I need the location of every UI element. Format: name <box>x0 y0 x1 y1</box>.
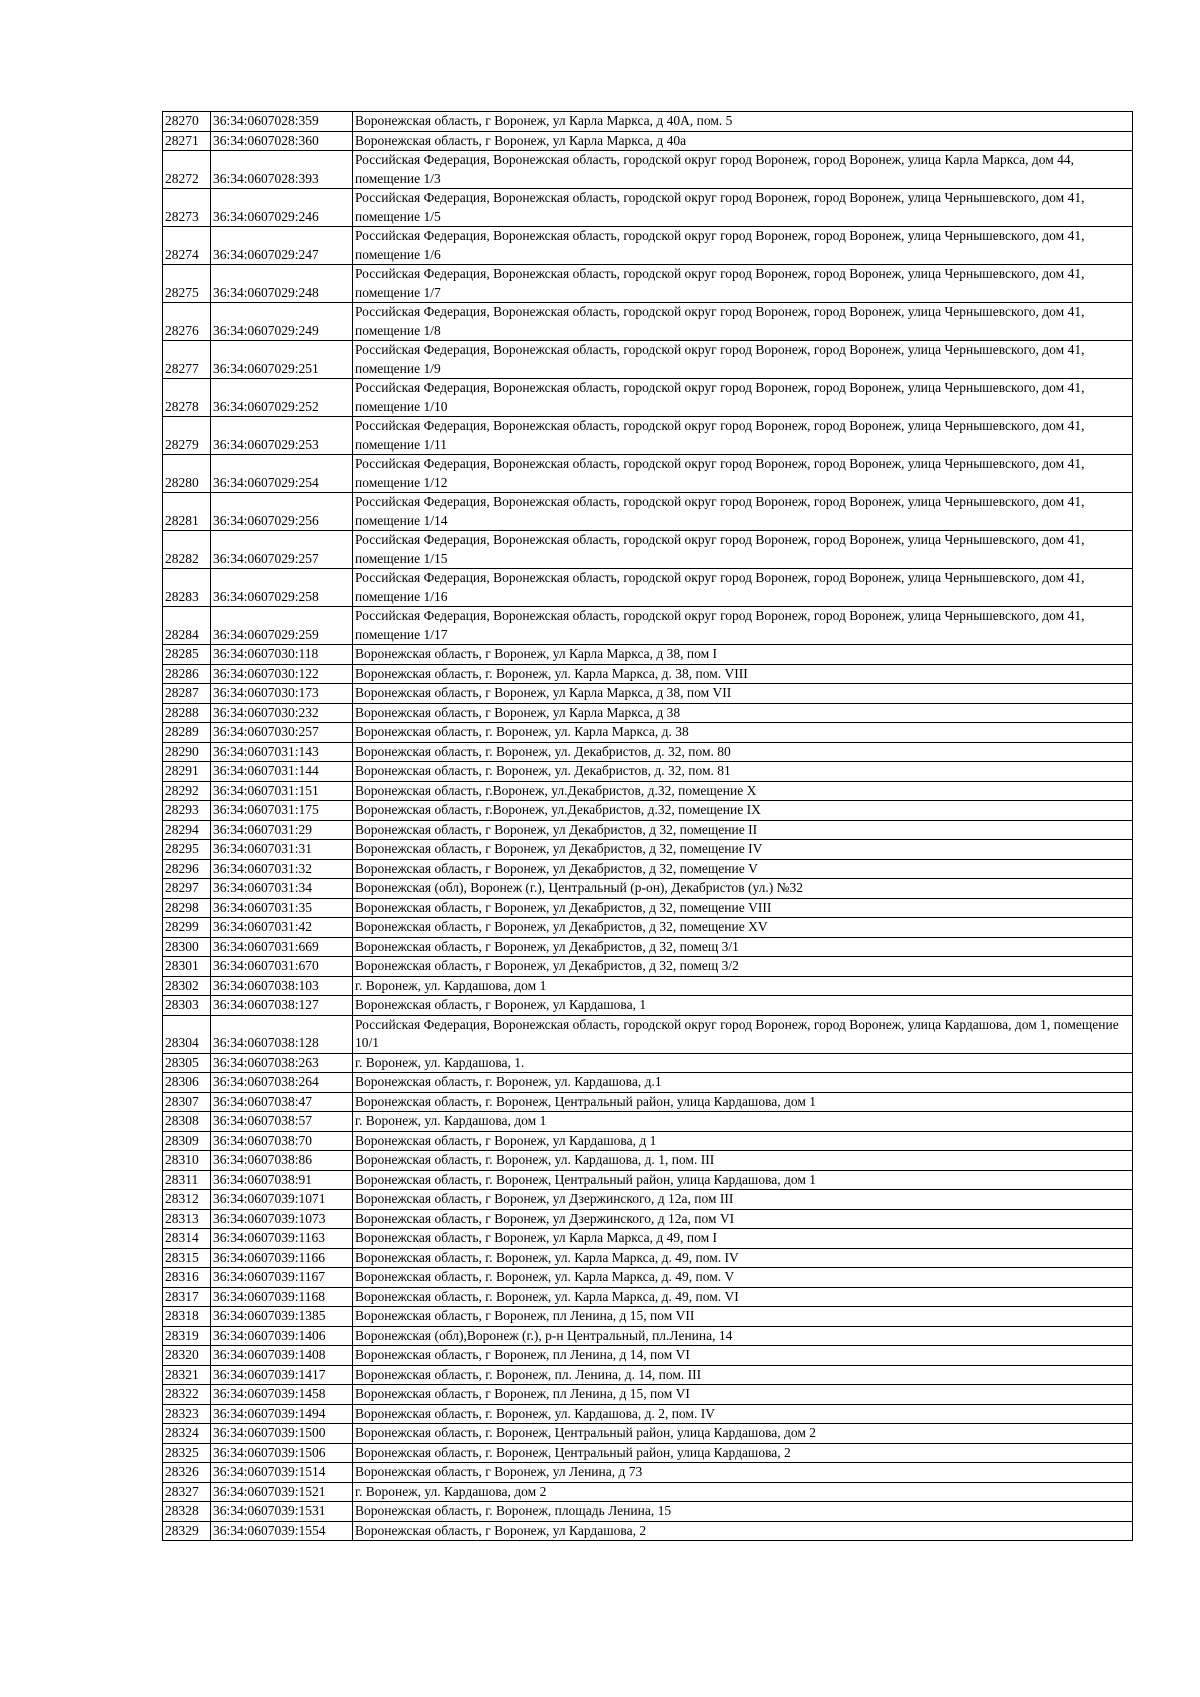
cadastral-number-cell: 36:34:0607031:31 <box>211 840 353 860</box>
row-number-cell: 28319 <box>163 1326 211 1346</box>
cadastral-number-cell: 36:34:0607029:258 <box>211 569 353 607</box>
table-row <box>163 1131 1133 1151</box>
address-cell: Воронежская область, г Воронеж, ул Декабристов, д 32, помещение II <box>353 820 1133 840</box>
address-cell: Российская Федерация, Воронежская область, городской округ город Воронеж, город Воронеж, улица Чернышевского, дом 41, помещение 1/17 <box>353 607 1133 645</box>
address-cell: г. Воронеж, ул. Кардашова, дом 1 <box>353 1112 1133 1132</box>
address-cell: г. Воронеж, ул. Кардашова, дом 2 <box>353 1482 1133 1502</box>
cadastral-number-cell: 36:34:0607029:248 <box>211 265 353 303</box>
table-row <box>163 1385 1133 1405</box>
address-cell: Воронежская область, г. Воронеж, ул. Карла Маркса, д. 49, пом. VI <box>353 1287 1133 1307</box>
row-number-cell: 28280 <box>163 455 211 493</box>
address-cell: Воронежская область, г Воронеж, ул Дзержинского, д 12а, пом III <box>353 1190 1133 1210</box>
cadastral-number-cell: 36:34:0607029:252 <box>211 379 353 417</box>
address-cell: Воронежская область, г. Воронеж, ул. Кардашова, д. 1, пом. III <box>353 1151 1133 1171</box>
table-row <box>163 455 1133 493</box>
table-row <box>163 1092 1133 1112</box>
address-cell: Воронежская область, г Воронеж, ул Кардашова, д 1 <box>353 1131 1133 1151</box>
address-cell: Воронежская область, г. Воронеж, пл. Ленина, д. 14, пом. III <box>353 1365 1133 1385</box>
cadastral-number-cell: 36:34:0607029:256 <box>211 493 353 531</box>
cadastral-number-cell: 36:34:0607030:257 <box>211 723 353 743</box>
table-row <box>163 1190 1133 1210</box>
table-row <box>163 131 1133 151</box>
table-row <box>163 303 1133 341</box>
row-number-cell: 28300 <box>163 937 211 957</box>
cadastral-number-cell: 36:34:0607039:1167 <box>211 1268 353 1288</box>
cadastral-number-cell: 36:34:0607038:47 <box>211 1092 353 1112</box>
row-number-cell: 28278 <box>163 379 211 417</box>
table-row <box>163 1073 1133 1093</box>
table-row <box>163 265 1133 303</box>
row-number-cell: 28292 <box>163 781 211 801</box>
address-cell: Воронежская область, г. Воронеж, Центральный район, улица Кардашова, 2 <box>353 1443 1133 1463</box>
row-number-cell: 28327 <box>163 1482 211 1502</box>
table-row <box>163 1287 1133 1307</box>
row-number-cell: 28316 <box>163 1268 211 1288</box>
cadastral-number-cell: 36:34:0607039:1385 <box>211 1307 353 1327</box>
table-row <box>163 801 1133 821</box>
cadastral-number-cell: 36:34:0607038:86 <box>211 1151 353 1171</box>
table-row <box>163 1307 1133 1327</box>
table-row <box>163 417 1133 455</box>
address-cell: Российская Федерация, Воронежская область, городской округ город Воронеж, город Воронеж, улица Чернышевского, дом 41, помещение 1/6 <box>353 227 1133 265</box>
row-number-cell: 28277 <box>163 341 211 379</box>
cadastral-number-cell: 36:34:0607031:34 <box>211 879 353 899</box>
address-cell: Воронежская область, г. Воронеж, ул. Карла Маркса, д. 38, пом. VIII <box>353 664 1133 684</box>
address-cell: Российская Федерация, Воронежская область, городской округ город Воронеж, город Воронеж, улица Кардашова, дом 1, помещение 10/1 <box>353 1015 1133 1053</box>
address-cell: Воронежская область, г Воронеж, ул Декабристов, д 32, помещение V <box>353 859 1133 879</box>
cadastral-number-cell: 36:34:0607029:247 <box>211 227 353 265</box>
cadastral-number-cell: 36:34:0607031:42 <box>211 918 353 938</box>
table-row <box>163 1521 1133 1541</box>
address-cell: Российская Федерация, Воронежская область, городской округ город Воронеж, город Воронеж, улица Чернышевского, дом 41, помещение 1/5 <box>353 189 1133 227</box>
cadastral-number-cell: 36:34:0607039:1168 <box>211 1287 353 1307</box>
table-row <box>163 820 1133 840</box>
cadastral-number-cell: 36:34:0607031:669 <box>211 937 353 957</box>
address-cell: Воронежская область, г Воронеж, ул Декабристов, д 32, помещ 3/2 <box>353 957 1133 977</box>
cadastral-number-cell: 36:34:0607030:173 <box>211 684 353 704</box>
table-row <box>163 1463 1133 1483</box>
cadastral-number-cell: 36:34:0607038:264 <box>211 1073 353 1093</box>
row-number-cell: 28274 <box>163 227 211 265</box>
row-number-cell: 28325 <box>163 1443 211 1463</box>
table-row <box>163 645 1133 665</box>
row-number-cell: 28298 <box>163 898 211 918</box>
table-row <box>163 684 1133 704</box>
cadastral-number-cell: 36:34:0607039:1406 <box>211 1326 353 1346</box>
row-number-cell: 28293 <box>163 801 211 821</box>
row-number-cell: 28308 <box>163 1112 211 1132</box>
table-row <box>163 840 1133 860</box>
cadastral-number-cell: 36:34:0607028:359 <box>211 112 353 132</box>
table-row <box>163 1053 1133 1073</box>
row-number-cell: 28305 <box>163 1053 211 1073</box>
address-cell: Воронежская область, г Воронеж, пл Ленина, д 15, пом VI <box>353 1385 1133 1405</box>
table-row <box>163 531 1133 569</box>
table-row <box>163 1482 1133 1502</box>
cadastral-number-cell: 36:34:0607039:1417 <box>211 1365 353 1385</box>
row-number-cell: 28310 <box>163 1151 211 1171</box>
cadastral-number-cell: 36:34:0607038:57 <box>211 1112 353 1132</box>
cadastral-number-cell: 36:34:0607030:232 <box>211 703 353 723</box>
row-number-cell: 28317 <box>163 1287 211 1307</box>
address-cell: Воронежская область, г.Воронеж, ул.Декабристов, д.32, помещение X <box>353 781 1133 801</box>
address-cell: Воронежская область, г. Воронеж, ул. Декабристов, д. 32, пом. 81 <box>353 762 1133 782</box>
cadastral-number-cell: 36:34:0607030:122 <box>211 664 353 684</box>
row-number-cell: 28313 <box>163 1209 211 1229</box>
cadastral-number-cell: 36:34:0607030:118 <box>211 645 353 665</box>
cadastral-number-cell: 36:34:0607039:1521 <box>211 1482 353 1502</box>
cadastral-number-cell: 36:34:0607038:127 <box>211 996 353 1016</box>
row-number-cell: 28302 <box>163 976 211 996</box>
cadastral-number-cell: 36:34:0607038:103 <box>211 976 353 996</box>
address-cell: Воронежская область, г. Воронеж, ул. Карла Маркса, д. 49, пом. V <box>353 1268 1133 1288</box>
address-cell: Воронежская область, г Воронеж, ул Дзержинского, д 12а, пом VI <box>353 1209 1133 1229</box>
row-number-cell: 28273 <box>163 189 211 227</box>
table-row <box>163 569 1133 607</box>
table-row <box>163 1015 1133 1053</box>
table-row <box>163 1443 1133 1463</box>
table-row <box>163 227 1133 265</box>
table-row <box>163 996 1133 1016</box>
address-cell: Российская Федерация, Воронежская область, городской округ город Воронеж, город Воронеж, улица Чернышевского, дом 41, помещение 1/14 <box>353 493 1133 531</box>
cadastral-number-cell: 36:34:0607039:1531 <box>211 1502 353 1522</box>
cadastral-number-cell: 36:34:0607028:360 <box>211 131 353 151</box>
table-row <box>163 151 1133 189</box>
row-number-cell: 28306 <box>163 1073 211 1093</box>
row-number-cell: 28272 <box>163 151 211 189</box>
cadastral-number-cell: 36:34:0607029:254 <box>211 455 353 493</box>
row-number-cell: 28314 <box>163 1229 211 1249</box>
table-row <box>163 1112 1133 1132</box>
table-row <box>163 1248 1133 1268</box>
cadastral-number-cell: 36:34:0607039:1506 <box>211 1443 353 1463</box>
address-cell: Воронежская область, г. Воронеж, ул. Кардашова, д. 2, пом. IV <box>353 1404 1133 1424</box>
row-number-cell: 28303 <box>163 996 211 1016</box>
row-number-cell: 28290 <box>163 742 211 762</box>
address-cell: Воронежская область, г Воронеж, ул Декабристов, д 32, помещение XV <box>353 918 1133 938</box>
row-number-cell: 28295 <box>163 840 211 860</box>
cadastral-number-cell: 36:34:0607039:1500 <box>211 1424 353 1444</box>
address-cell: Воронежская область, г. Воронеж, ул. Карла Маркса, д. 49, пом. IV <box>353 1248 1133 1268</box>
table-row <box>163 723 1133 743</box>
row-number-cell: 28285 <box>163 645 211 665</box>
table-row <box>163 493 1133 531</box>
row-number-cell: 28271 <box>163 131 211 151</box>
table-row <box>163 762 1133 782</box>
table-row <box>163 1365 1133 1385</box>
table-row <box>163 859 1133 879</box>
cadastral-number-cell: 36:34:0607039:1514 <box>211 1463 353 1483</box>
address-cell: Воронежская область, г Воронеж, ул Карла Маркса, д 40А, пом. 5 <box>353 112 1133 132</box>
table-row <box>163 1151 1133 1171</box>
cadastral-number-cell: 36:34:0607029:257 <box>211 531 353 569</box>
table-row <box>163 664 1133 684</box>
address-cell: Воронежская (обл), Воронеж (г.), Центральный (р-он), Декабристов (ул.) №32 <box>353 879 1133 899</box>
row-number-cell: 28299 <box>163 918 211 938</box>
row-number-cell: 28307 <box>163 1092 211 1112</box>
row-number-cell: 28286 <box>163 664 211 684</box>
row-number-cell: 28322 <box>163 1385 211 1405</box>
address-cell: Воронежская область, г Воронеж, ул Карла Маркса, д 38 <box>353 703 1133 723</box>
address-cell: Воронежская область, г Воронеж, пл Ленина, д 15, пом VII <box>353 1307 1133 1327</box>
row-number-cell: 28294 <box>163 820 211 840</box>
cadastral-number-cell: 36:34:0607031:151 <box>211 781 353 801</box>
address-cell: Воронежская область, г. Воронеж, Центральный район, улица Кардашова, дом 1 <box>353 1092 1133 1112</box>
table-row <box>163 1268 1133 1288</box>
address-cell: Воронежская область, г. Воронеж, Центральный район, улица Кардашова, дом 1 <box>353 1170 1133 1190</box>
row-number-cell: 28324 <box>163 1424 211 1444</box>
row-number-cell: 28291 <box>163 762 211 782</box>
address-cell: Российская Федерация, Воронежская область, городской округ город Воронеж, город Воронеж, улица Чернышевского, дом 41, помещение 1/7 <box>353 265 1133 303</box>
registry-table <box>162 111 1133 1541</box>
registry-table-body <box>163 112 1133 1541</box>
row-number-cell: 28304 <box>163 1015 211 1053</box>
cadastral-number-cell: 36:34:0607031:143 <box>211 742 353 762</box>
row-number-cell: 28289 <box>163 723 211 743</box>
row-number-cell: 28276 <box>163 303 211 341</box>
cadastral-number-cell: 36:34:0607029:246 <box>211 189 353 227</box>
address-cell: Воронежская (обл),Воронеж (г.), р-н Центральный, пл.Ленина, 14 <box>353 1326 1133 1346</box>
row-number-cell: 28297 <box>163 879 211 899</box>
address-cell: Российская Федерация, Воронежская область, городской округ город Воронеж, город Воронеж, улица Чернышевского, дом 41, помещение 1/9 <box>353 341 1133 379</box>
address-cell: Воронежская область, г Воронеж, ул Декабристов, д 32, помещ 3/1 <box>353 937 1133 957</box>
table-row <box>163 1346 1133 1366</box>
cadastral-number-cell: 36:34:0607031:32 <box>211 859 353 879</box>
table-row <box>163 1404 1133 1424</box>
cadastral-number-cell: 36:34:0607038:263 <box>211 1053 353 1073</box>
row-number-cell: 28296 <box>163 859 211 879</box>
address-cell: Воронежская область, г. Воронеж, ул. Декабристов, д. 32, пом. 80 <box>353 742 1133 762</box>
cadastral-number-cell: 36:34:0607029:253 <box>211 417 353 455</box>
address-cell: Воронежская область, г Воронеж, ул Кардашова, 2 <box>353 1521 1133 1541</box>
row-number-cell: 28318 <box>163 1307 211 1327</box>
cadastral-number-cell: 36:34:0607038:91 <box>211 1170 353 1190</box>
row-number-cell: 28312 <box>163 1190 211 1210</box>
cadastral-number-cell: 36:34:0607029:259 <box>211 607 353 645</box>
row-number-cell: 28282 <box>163 531 211 569</box>
table-row <box>163 379 1133 417</box>
address-cell: Воронежская область, г. Воронеж, ул. Кардашова, д.1 <box>353 1073 1133 1093</box>
table-row <box>163 879 1133 899</box>
row-number-cell: 28288 <box>163 703 211 723</box>
table-row <box>163 1326 1133 1346</box>
row-number-cell: 28321 <box>163 1365 211 1385</box>
cadastral-number-cell: 36:34:0607039:1163 <box>211 1229 353 1249</box>
table-row <box>163 918 1133 938</box>
address-cell: Воронежская область, г Воронеж, ул Карла Маркса, д 38, пом VII <box>353 684 1133 704</box>
address-cell: Российская Федерация, Воронежская область, городской округ город Воронеж, город Воронеж, улица Чернышевского, дом 41, помещение 1/10 <box>353 379 1133 417</box>
table-row <box>163 189 1133 227</box>
table-row <box>163 898 1133 918</box>
address-cell: Воронежская область, г Воронеж, ул Кардашова, 1 <box>353 996 1133 1016</box>
address-cell: Воронежская область, г Воронеж, ул Декабристов, д 32, помещение VIII <box>353 898 1133 918</box>
table-row <box>163 976 1133 996</box>
cadastral-number-cell: 36:34:0607039:1166 <box>211 1248 353 1268</box>
table-row <box>163 1424 1133 1444</box>
address-cell: Российская Федерация, Воронежская область, городской округ город Воронеж, город Воронеж, улица Чернышевского, дом 41, помещение 1/8 <box>353 303 1133 341</box>
row-number-cell: 28279 <box>163 417 211 455</box>
cadastral-number-cell: 36:34:0607039:1554 <box>211 1521 353 1541</box>
row-number-cell: 28309 <box>163 1131 211 1151</box>
row-number-cell: 28270 <box>163 112 211 132</box>
row-number-cell: 28287 <box>163 684 211 704</box>
address-cell: Воронежская область, г Воронеж, ул Карла Маркса, д 38, пом I <box>353 645 1133 665</box>
cadastral-number-cell: 36:34:0607039:1458 <box>211 1385 353 1405</box>
table-row <box>163 1170 1133 1190</box>
row-number-cell: 28315 <box>163 1248 211 1268</box>
address-cell: Воронежская область, г Воронеж, ул Декабристов, д 32, помещение IV <box>353 840 1133 860</box>
row-number-cell: 28328 <box>163 1502 211 1522</box>
table-row <box>163 341 1133 379</box>
table-row <box>163 937 1133 957</box>
cadastral-number-cell: 36:34:0607038:70 <box>211 1131 353 1151</box>
row-number-cell: 28329 <box>163 1521 211 1541</box>
table-row <box>163 112 1133 132</box>
address-cell: Воронежская область, г. Воронеж, Центральный район, улица Кардашова, дом 2 <box>353 1424 1133 1444</box>
cadastral-number-cell: 36:34:0607031:35 <box>211 898 353 918</box>
row-number-cell: 28301 <box>163 957 211 977</box>
cadastral-number-cell: 36:34:0607039:1073 <box>211 1209 353 1229</box>
address-cell: г. Воронеж, ул. Кардашова, дом 1 <box>353 976 1133 996</box>
cadastral-number-cell: 36:34:0607031:144 <box>211 762 353 782</box>
address-cell: Воронежская область, г. Воронеж, ул. Карла Маркса, д. 38 <box>353 723 1133 743</box>
address-cell: Воронежская область, г Воронеж, пл Ленина, д 14, пом VI <box>353 1346 1133 1366</box>
row-number-cell: 28311 <box>163 1170 211 1190</box>
address-cell: Российская Федерация, Воронежская область, городской округ город Воронеж, город Воронеж, улица Чернышевского, дом 41, помещение 1/16 <box>353 569 1133 607</box>
cadastral-number-cell: 36:34:0607029:249 <box>211 303 353 341</box>
cadastral-number-cell: 36:34:0607039:1408 <box>211 1346 353 1366</box>
cadastral-number-cell: 36:34:0607031:670 <box>211 957 353 977</box>
address-cell: Российская Федерация, Воронежская область, городской округ город Воронеж, город Воронеж, улица Чернышевского, дом 41, помещение 1/11 <box>353 417 1133 455</box>
cadastral-number-cell: 36:34:0607039:1071 <box>211 1190 353 1210</box>
address-cell: Российская Федерация, Воронежская область, городской округ город Воронеж, город Воронеж, улица Карла Маркса, дом 44, помещение 1/3 <box>353 151 1133 189</box>
table-row <box>163 742 1133 762</box>
address-cell: г. Воронеж, ул. Кардашова, 1. <box>353 1053 1133 1073</box>
table-row <box>163 607 1133 645</box>
row-number-cell: 28281 <box>163 493 211 531</box>
cadastral-number-cell: 36:34:0607031:29 <box>211 820 353 840</box>
address-cell: Воронежская область, г Воронеж, ул Карла Маркса, д 49, пом I <box>353 1229 1133 1249</box>
table-row <box>163 1502 1133 1522</box>
cadastral-number-cell: 36:34:0607038:128 <box>211 1015 353 1053</box>
table-row <box>163 703 1133 723</box>
row-number-cell: 28323 <box>163 1404 211 1424</box>
address-cell: Воронежская область, г.Воронеж, ул.Декабристов, д.32, помещение IX <box>353 801 1133 821</box>
address-cell: Воронежская область, г Воронеж, ул Ленина, д 73 <box>353 1463 1133 1483</box>
address-cell: Воронежская область, г. Воронеж, площадь Ленина, 15 <box>353 1502 1133 1522</box>
row-number-cell: 28326 <box>163 1463 211 1483</box>
row-number-cell: 28320 <box>163 1346 211 1366</box>
row-number-cell: 28275 <box>163 265 211 303</box>
address-cell: Российская Федерация, Воронежская область, городской округ город Воронеж, город Воронеж, улица Чернышевского, дом 41, помещение 1/12 <box>353 455 1133 493</box>
row-number-cell: 28283 <box>163 569 211 607</box>
cadastral-number-cell: 36:34:0607029:251 <box>211 341 353 379</box>
table-row <box>163 781 1133 801</box>
table-row <box>163 1229 1133 1249</box>
table-row <box>163 1209 1133 1229</box>
cadastral-number-cell: 36:34:0607028:393 <box>211 151 353 189</box>
address-cell: Воронежская область, г Воронеж, ул Карла Маркса, д 40а <box>353 131 1133 151</box>
table-row <box>163 957 1133 977</box>
address-cell: Российская Федерация, Воронежская область, городской округ город Воронеж, город Воронеж, улица Чернышевского, дом 41, помещение 1/15 <box>353 531 1133 569</box>
cadastral-number-cell: 36:34:0607039:1494 <box>211 1404 353 1424</box>
row-number-cell: 28284 <box>163 607 211 645</box>
cadastral-number-cell: 36:34:0607031:175 <box>211 801 353 821</box>
